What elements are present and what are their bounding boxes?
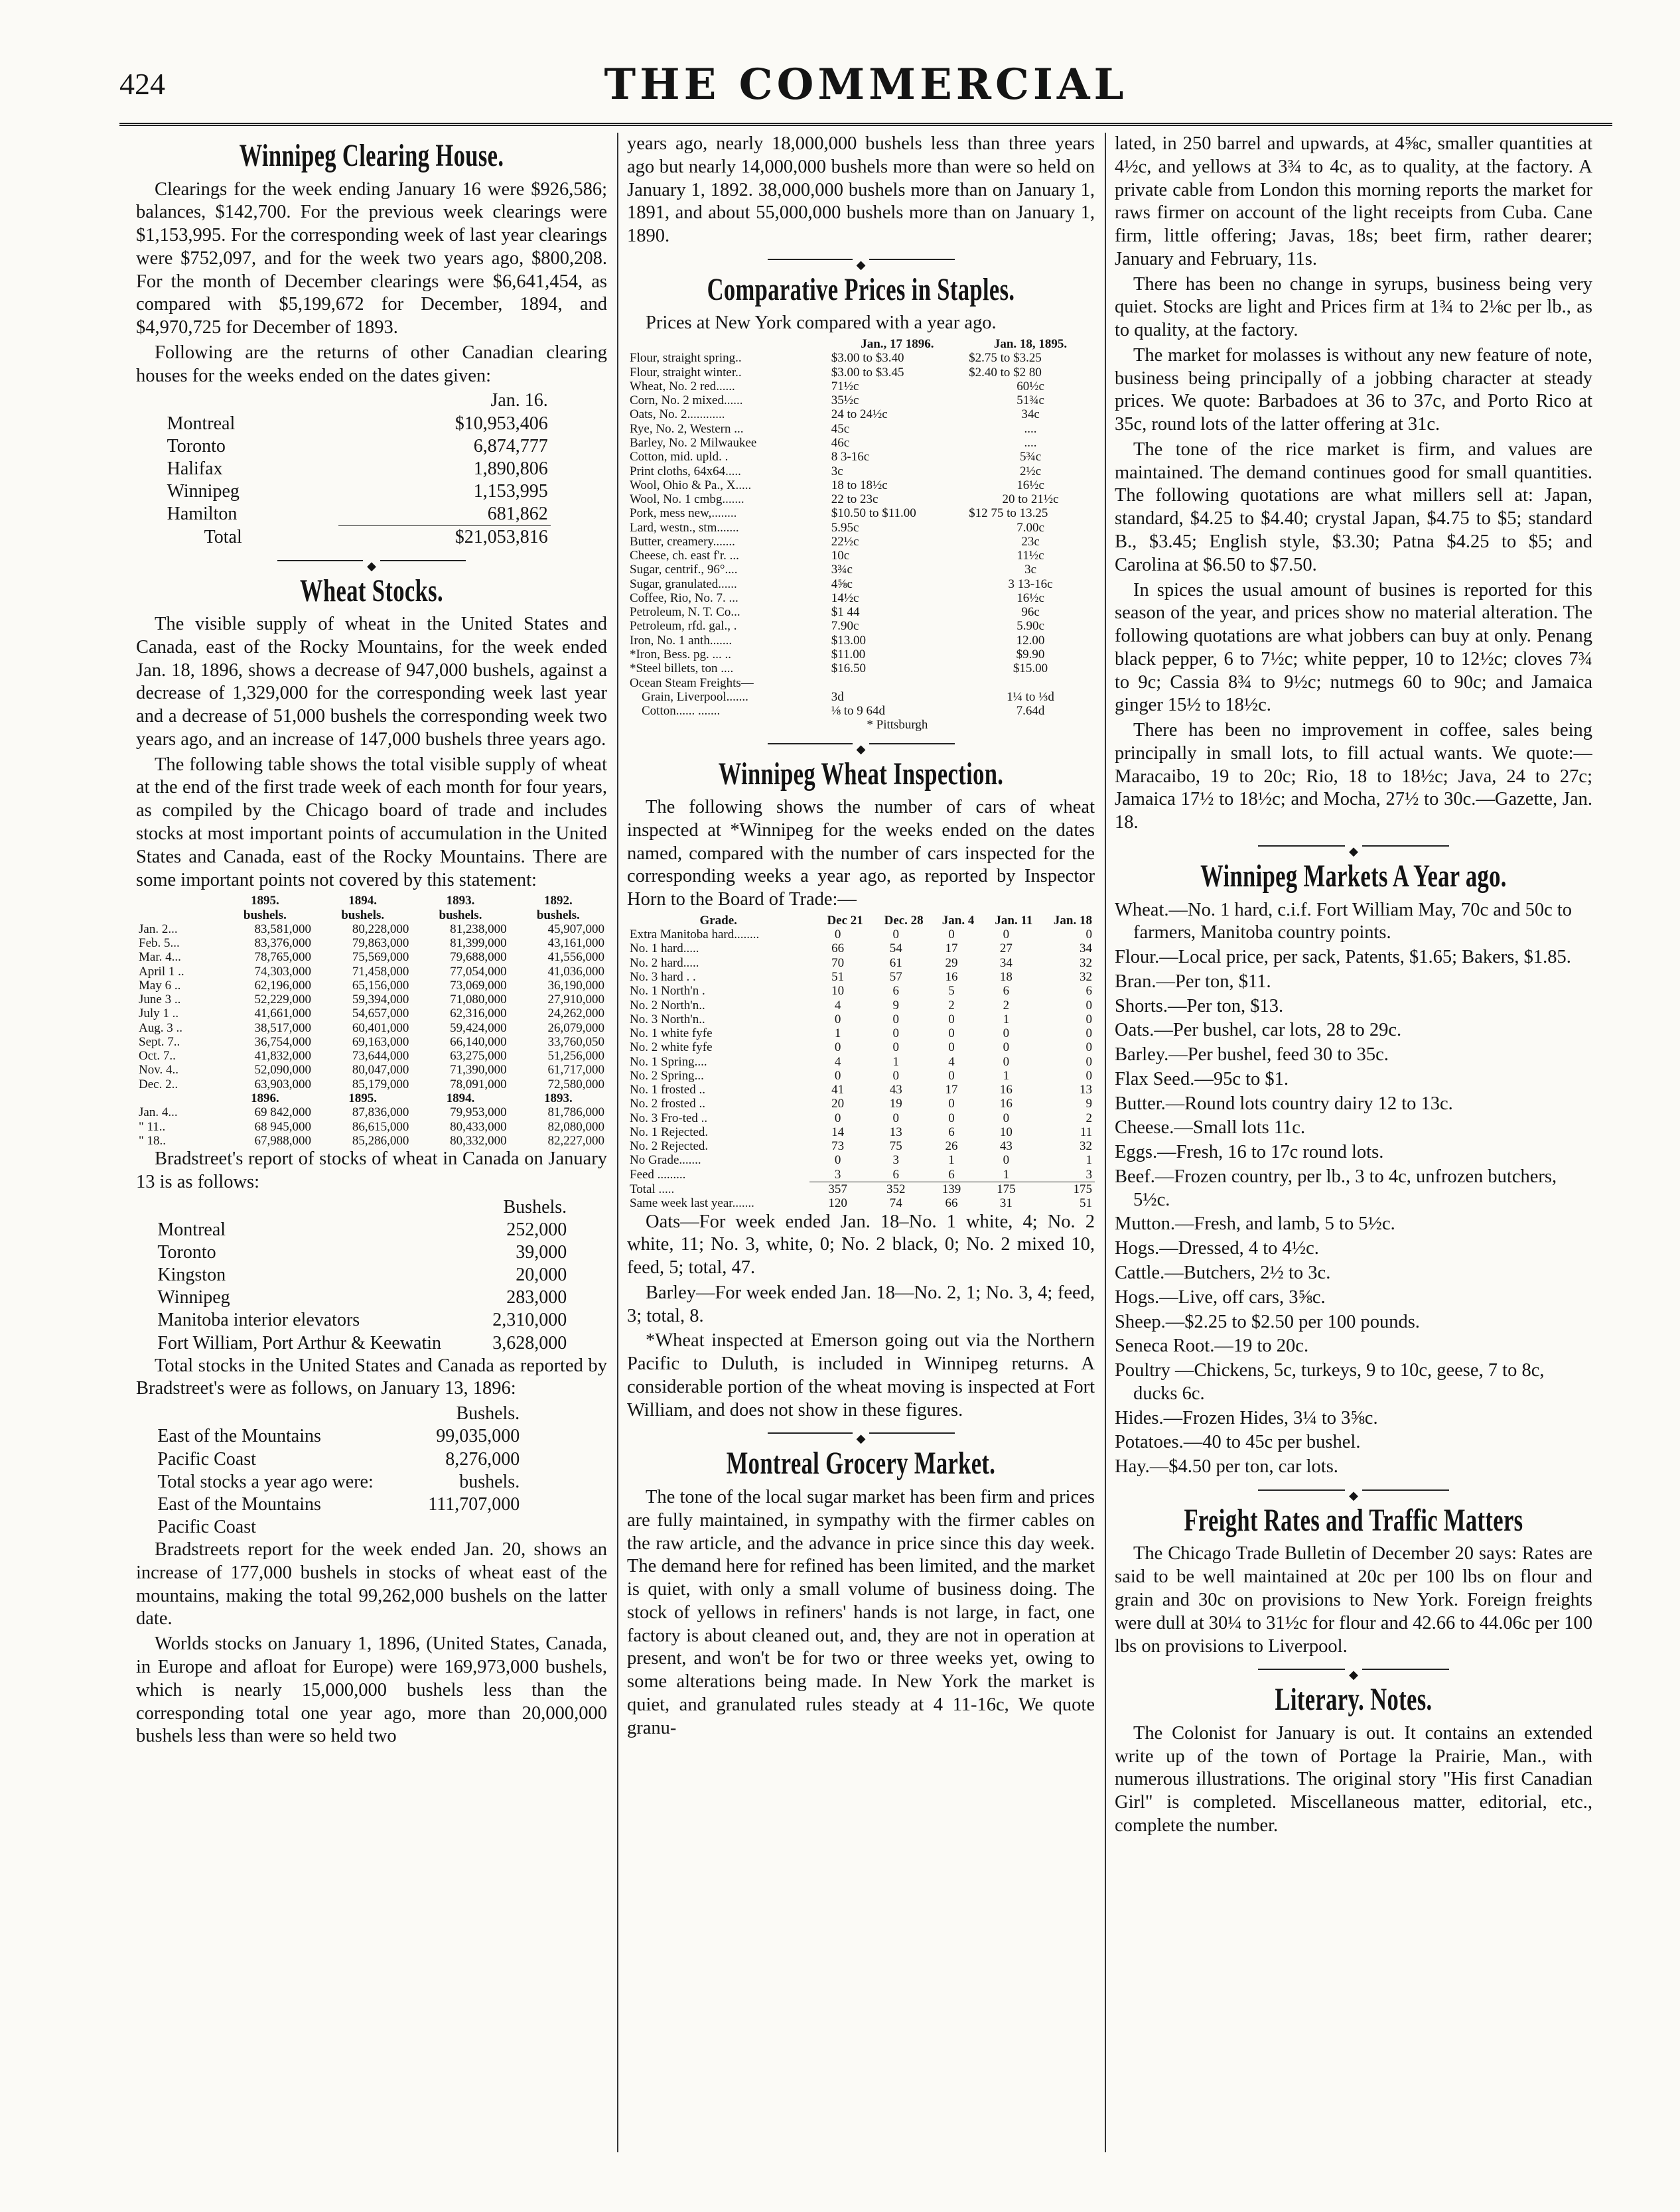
column-divider (1105, 133, 1106, 2152)
table-row: Aug. 3 .. 38,517,000 60,401,000 59,424,000 26,079,000 (139, 1020, 604, 1035)
grocery-paragraph: In spices the usual amount of busines is reported for this season of the year, and prices show no material alteration. The following quotations are what jobbers can buy at only. Penang black pepper, 6 to 7½c; white pepper, 10 to 12½c; cloves 7¾ to 9c; Cassia 8¾ to 9½c; nutmegs 60 to 90c; and Jamaica ginger 15½ to 18½c. (1115, 579, 1592, 716)
table-row: No. 3 hard . . 51 57 16 18 32 (630, 970, 1092, 985)
table-row: Mar. 4... 78,765,000 75,569,000 79,688,000 41,556,000 (139, 950, 604, 965)
table-row: Lard, westn., stm....... 5.95c 7.00c (630, 520, 1044, 535)
table-row: Rye, No. 2, Western ... 45c .... (630, 421, 1037, 436)
section-separator: ◆ (1115, 839, 1592, 853)
freight-paragraph: The Chicago Trade Bulletin of December 20 says: Rates are said to be well maintained at 20c per 100 lbs on flour and grain and 30c on provisions to New York. Foreign freights were dull at 30¼ to 31½c for flour and 42.66 to 44.06c per 100 lbs on provisions to Liverpool. (1115, 1543, 1592, 1657)
page-header (119, 60, 1612, 133)
list-item: Potatoes.—40 to 45c per bushel. (1115, 1432, 1361, 1453)
table-row: No. 2 North'n.. 4 9 2 2 0 (630, 998, 1092, 1012)
table-row: Iron, No. 1 anth....... $13.00 12.00 (630, 633, 1045, 648)
markets-heading: Winnipeg Markets A Year ago. (1200, 858, 1507, 894)
list-item: Wheat.—No. 1 hard, c.i.f. Fort William May, 70c and 50c to farmers, Manitoba country points. (1115, 899, 1573, 943)
column-divider (617, 133, 618, 2152)
table-row: No. 1 hard..... 66 54 17 27 34 (630, 941, 1092, 956)
table-row: Petroleum, N. T. Co... $1 44 96c (630, 605, 1040, 620)
list-item: Sheep.—$2.25 to $2.50 per 100 pounds. (1115, 1311, 1420, 1332)
table-row: No. 1 white fyfe 1 0 0 0 0 (630, 1026, 1092, 1041)
table-row: Jan. 4... 69 842,000 87,836,000 79,953,000 81,786,000 (139, 1105, 604, 1120)
table-row: April 1 .. 74,303,000 71,458,000 77,054,000 41,036,000 (139, 964, 604, 979)
grocery-heading: Montreal Grocery Market. (726, 1446, 996, 1482)
table-row: Cotton...... ....... ⅛ to 9 64d 7.64d (642, 704, 1045, 719)
list-item: Hides.—Frozen Hides, 3¼ to 3⅝c. (1115, 1407, 1378, 1428)
table-row: No. 2 white fyfe 0 0 0 0 0 (630, 1040, 1092, 1055)
table-row: Pacific Coast 8,276,000 (157, 1448, 520, 1470)
table-row: Hamilton 681,862 (167, 504, 548, 525)
clearing-heading: Winnipeg Clearing House. (239, 138, 504, 173)
table-row: No. 3 North'n.. 0 0 0 1 0 (630, 1012, 1092, 1026)
inspection-table: Grade. Dec 21 Dec. 28 Jan. 4 Jan. 11 Jan. 18 Extra Manitoba hard........ 0 0 0 0 0 No. 1 hard..... 66 54 17 27 34 No. 2 hard..... 70 61 29 34 32 No. 3 hard . . 51 57 16 18 32 No. 1 North'n . 10 6 5 6 6 No. 2 North'n.. 4 9 2 2 0 No. 3 North'n.. 0 0 0 1 0 No. 1 white fyfe 1 0 0 0 0 No. 2 white fyfe 0 0 0 0 0 No. 1 Spring.... 4 1 4 0 0 No. 2 Spring... 0 0 0 1 0 No. 1 frosted .. 41 43 17 16 13 No. 2 frosted .. 20 19 0 16 9 No. 3 Fro-ted .. 0 0 0 0 2 No. 1 Rejected. 14 13 6 10 11 No. 2 Rejected. 73 75 26 43 32 No Grade....... 0 3 1 0 1 Feed ......... 3 6 6 1 3 Total ..... 357 352 139 175 175 Same week last year....... 120 74 66 31 51 (627, 914, 1095, 1211)
grocery-continued: lated, in 250 barrel and upwards, at 4⅝c, smaller quantities at 4½c, and yellows at 3¾ to 4c, as to quality, at the factory. A private cable from London this morning reports the market for raws firmer on account of the light receipts from Cuba. Cane firm, little offering; Javas, 18s; beet firm, rather dearer; January and February, 11s. (1115, 133, 1592, 269)
table-row: Winnipeg 283,000 (157, 1287, 567, 1308)
list-item: Flax Seed.—95c to $1. (1115, 1068, 1289, 1089)
table-row: May 6 .. 62,196,000 65,156,000 73,069,000 36,190,000 (139, 978, 604, 993)
clearing-col-head: Jan. 16. (490, 390, 548, 411)
table-row: No. 2 Rejected. 73 75 26 43 32 (630, 1139, 1092, 1154)
table-row: Montreal $10,953,406 (167, 413, 548, 434)
list-item: Hogs.—Live, off cars, 3⅝c. (1115, 1286, 1326, 1308)
staples-intro: Prices at New York compared with a year ago. (646, 312, 997, 334)
table-row: Feed ......... 3 6 6 1 3 (630, 1167, 1092, 1182)
table-row: Oct. 7.. 41,832,000 73,644,000 63,275,000 51,256,000 (139, 1049, 604, 1064)
markets-list (1115, 899, 1592, 1479)
table-row: June 3 .. 52,229,000 59,394,000 71,080,000 27,910,000 (139, 993, 604, 1007)
list-item: Hogs.—Dressed, 4 to 4½c. (1115, 1238, 1319, 1259)
table-row: Same week last year....... 120 74 66 31 51 (630, 1196, 1092, 1211)
table-row: East of the Mountains 111,707,000 (157, 1493, 520, 1515)
list-item: Butter.—Round lots country dairy 12 to 13c. (1115, 1093, 1453, 1114)
inspection-intro: The following shows the number of cars of wheat inspected at *Winnipeg for the weeks ended on the dates named, compared with the number of cars inspected for the corresponding weeks a year ago, as reported by Inspector Horn to the Board of Trade:— (627, 797, 1095, 910)
table-row: *Steel billets, ton .... $16.50 $15.00 (630, 661, 1048, 676)
table-row: Butter, creamery....... 22½c 23c (630, 534, 1040, 549)
total-row: Total $21,053,816 (165, 526, 551, 549)
table-row: East of the Mountains 99,035,000 (157, 1426, 520, 1447)
table-row: Sugar, centrif., 96°.... 3¾c 3c (630, 563, 1036, 577)
table-row: Wool, No. 1 cmbg....... 22 to 23c 20 to 21½c (630, 492, 1059, 507)
table-row: Nov. 4.. 52,090,000 80,047,000 71,390,000 61,717,000 (139, 1063, 604, 1077)
list-item: Flour.—Local price, per sack, Patents, $1.65; Bakers, $1.85. (1115, 947, 1571, 968)
table-row: Winnipeg 1,153,995 (167, 481, 548, 502)
table-row: Jan. 2... 83,581,000 80,228,000 81,238,000 45,907,000 (139, 922, 604, 936)
staples-table: Jan., 17 1896. Jan. 18, 1895. Flour, straight spring.. $3.00 to $3.40 $2.75 to $3.25 Flour, straight winter.. $3.00 to $3.45 $2.40 to $2 80 Wheat, No. 2 red...... 71½c 60½c Corn, No. 2 mixed...... 35½c 51¾c Oats, No. 2............ 24 to 24½c 34c Rye, No. 2, Western ... 45c .... Barley, No. 2 Milwaukee 46c .... Cotton, mid. upld. . 8 3-16c 5¾c Print cloths, 64x64..... 3c 2½c Wool, Ohio & Pa., X..... 18 to 18½c 16½c Wool, No. 1 cmbg....... 22 to 23c 20 to 21½c Pork, mess new,........ $10.50 to $11.00 $12 75 to 13.25 Lard, westn., stm....... 5.95c 7.00c Butter, creamery....... 22½c 23c Cheese, ch. east f'r. ... 10c 11½c Sugar, centrif., 96°.... 3¾c 3c Sugar, granulated...... 4⅝c 3 13-16c Coffee, Rio, No. 7. ... 14½c 16½c Petroleum, N. T. Co... $1 44 96c Petroleum, rfd. gal., . 7.90c 5.90c Iron, No. 1 anth....... $13.00 12.00 *Iron, Bess. pg. ... .. $11.00 $9.90 *Steel billets, ton .... $16.50 $15.00 Ocean Steam Freights— Grain, Liverpool....... 3d 1¼ to ⅓d Cotton...... ....... ⅛ to 9 64d 7.64d * Pittsburgh (627, 337, 1095, 732)
wheat-paragraph: The visible supply of wheat in the United States and Canada, east of the Rocky Mountains, for the week ended Jan. 18, 1896, shows a decrease of 947,000 bushels, against a decrease of 1,329,000 for the corresponding week last year and a decrease of 51,000 bushels the corresponding week two years ago, and an increase of 147,000 bushels three years ago. (136, 614, 607, 750)
section-separator: ◆ (627, 252, 1095, 267)
wheat-paragraph: Bradstreets report for the week ended Jan. 20, shows an increase of 177,000 bushels in stocks of wheat east of the mountains, making the total 99,262,000 bushels on the latter date. (136, 1539, 607, 1629)
wheat-paragraph: Worlds stocks on January 1, 1896, (United States, Canada, in Europe and afloat for Europe) were 169,973,000 bushels, which is nearly 15,000,000 bushels less than the corresponding total one year ago, more than 20,000,000 bushels less than were so held two (136, 1633, 607, 1747)
table-row: No. 3 Fro-ted .. 0 0 0 0 2 (630, 1111, 1092, 1125)
table-row: Petroleum, rfd. gal., . 7.90c 5.90c (630, 619, 1044, 634)
list-item: Mutton.—Fresh, and lamb, 5 to 5½c. (1115, 1213, 1395, 1235)
table-row: July 1 .. 41,661,000 54,657,000 62,316,000 24,262,000 (139, 1006, 604, 1021)
list-item: Beef.—Frozen country, per lb., 3 to 4c, unfrozen butchers, 5½c. (1115, 1166, 1557, 1210)
table-row: Print cloths, 64x64..... 3c 2½c (630, 464, 1042, 478)
grocery-paragraph: There has been no change in syrups, business being very quiet. Stocks are light and Prices firm at 1¾ to 2⅛c per lb., as to quality, at the factory. (1115, 273, 1592, 341)
list-item: Cheese.—Small lots 11c. (1115, 1117, 1306, 1139)
table-row: Kingston 20,000 (157, 1265, 567, 1286)
section-separator: ◆ (136, 553, 607, 568)
literary-paragraph: The Colonist for January is out. It contains an extended write up of the town of Portage la Prairie, Man., with numerous illustrations. The original story "His first Canadian Girl" is completed. Miscellaneous matter, editorial, etc., complete the number. (1115, 1722, 1592, 1836)
wheat-paragraph: The following table shows the total visible supply of wheat at the end of the first trade week of each month for four years, as compiled by the Chicago board of trade and includes stocks at most important points of accumulation in the United States and Canada, east of the Rocky Mountains. There are some important points not covered by this statement: (136, 754, 607, 890)
table-row: Oats, No. 2............ 24 to 24½c 34c (630, 407, 1040, 422)
header-rule (119, 123, 1612, 126)
column-2 (627, 133, 1095, 2152)
list-item: Oats.—Per bushel, car lots, 28 to 29c. (1115, 1020, 1402, 1041)
inspection-heading: Winnipeg Wheat Inspection. (718, 756, 1004, 792)
table-row: Cotton, mid. upld. . 8 3-16c 5¾c (630, 450, 1042, 464)
table-row: Extra Manitoba hard........ 0 0 0 0 0 (630, 928, 1092, 942)
visible-supply-table: 1895. 1894. 1893. 1892. bushels. bushels. bushels. bushels. Jan. 2... 83,581,000 80,228,000 81,238,000 45,907,000 Feb. 5... 83,376,000 79,863,000 81,399,000 43,161,000 Mar. 4... 78,765,000 75,569,000 79,688,000 41,556,000 April 1 .. 74,303,000 71,458,000 77,054,000 41,036,000 May 6 .. 62,196,000 65,156,000 73,069,000 36,190,000 June 3 .. 52,229,000 59,394,000 71,080,000 27,910,000 July 1 .. 41,661,000 54,657,000 62,316,000 24,262,000 Aug. 3 .. 38,517,000 60,401,000 59,424,000 26,079,000 Sept. 7.. 36,754,000 69,163,000 66,140,000 33,760,050 Oct. 7.. 41,832,000 73,644,000 63,275,000 51,256,000 Nov. 4.. 52,090,000 80,047,000 71,390,000 61,717,000 Dec. 2.. 63,903,000 85,179,000 78,091,000 72,580,000 1896. 1895. 1894. 1893. Jan. 4... 69 842,000 87,836,000 79,953,000 81,786,000 " 11.. 68 945,000 86,615,000 80,433,000 82,080,000 " 18.. 67,988,000 85,286,000 80,332,000 82,227,000 (136, 894, 607, 1148)
canada-stocks-table: Bushels. Montreal 252,000 Toronto 39,000 Kingston 20,000 Winnipeg 283,000 Manitoba interior elevators 2,310,000 Fort William, Port Arthur & Keewatin 3,628,000 (155, 1196, 569, 1355)
freight-heading: Freight Rates and Traffic Matters (1184, 1502, 1523, 1538)
table-row: Ocean Steam Freights— (630, 675, 754, 690)
table-row: " 18.. 67,988,000 85,286,000 80,332,000 82,227,000 (139, 1133, 604, 1148)
table-row: Manitoba interior elevators 2,310,000 (157, 1310, 567, 1331)
section-separator: ◆ (1115, 1483, 1592, 1497)
table-row: Flour, straight spring.. $3.00 to $3.40 $2.75 to $3.25 (630, 351, 1042, 366)
table-row: Grain, Liverpool....... 3d 1¼ to ⅓d (642, 689, 1054, 704)
table-row: Pork, mess new,........ $10.50 to $11.00 $12 75 to 13.25 (630, 506, 1048, 521)
column-1 (136, 133, 607, 2152)
list-item: Bran.—Per ton, $11. (1115, 971, 1271, 992)
grocery-paragraph: The tone of the rice market is firm, and values are maintained. The demand continues good for small quantities. The following quotations are what millers sell at: Japan, standard, $4.25 to $4.40; crystal Japan, $4.75 to $5; standard B., $3.45; English style, $3.30; Patna $4.25 to $5; and Carolina at $6.50 to $7.50. (1115, 439, 1592, 575)
table-row: Pacific Coast (157, 1516, 256, 1537)
list-item: Cattle.—Butchers, 2½ to 3c. (1115, 1263, 1331, 1283)
table-row: No. 1 Spring.... 4 1 4 0 0 (630, 1054, 1092, 1069)
table-row: Fort William, Port Arthur & Keewatin 3,628,000 (157, 1332, 567, 1353)
table-row: Flour, straight winter.. $3.00 to $3.45 $2.40 to $2 80 (630, 365, 1042, 380)
table-row: *Iron, Bess. pg. ... .. $11.00 $9.90 (630, 647, 1045, 661)
table-row: Corn, No. 2 mixed...... 35½c 51¾c (630, 393, 1044, 408)
column-3 (1115, 133, 1592, 2152)
grocery-paragraph: The tone of the local sugar market has been firm and prices are fully maintained, in sympathy with the firmer cables on the raw article, and the advance in price since this day week. The demand here for refined has been limited, and the market is quiet, with only a small volume of business doing. The stock of yellows in refiners' hands is not large, in fact, one factory is about cleaned out, and, they are not in operation at present, and won't be for two or three weeks yet, owing to some alterations being made. In New York the market is quiet, and granulated rules steady at 4 11-16c, We quote granu- (627, 1486, 1095, 1738)
inspection-note: *Wheat inspected at Emerson going out via the Northern Pacific to Duluth, is included in Winnipeg returns. A considerable portion of the wheat moving is inspected at Fort William, and does not show in these figures. (627, 1330, 1095, 1420)
section-separator: ◆ (1115, 1662, 1592, 1677)
list-item: Eggs.—Fresh, 16 to 17c round lots. (1115, 1142, 1384, 1163)
masthead-title: THE COMMERCIAL (604, 60, 1128, 109)
table-row: Halifax 1,890,806 (167, 458, 548, 479)
list-item: Poultry —Chickens, 5c, turkeys, 9 to 10c, geese, 7 to 8c, ducks 6c. (1115, 1360, 1545, 1404)
barley-paragraph: Barley—For week ended Jan. 18—No. 2, 1; No. 3, 4; feed, 3; total, 8. (627, 1282, 1095, 1326)
clearing-paragraph: Following are the returns of other Canadian clearing houses for the weeks ended on the dates given: (136, 342, 607, 386)
clearing-paragraph: Clearings for the week ending January 16 were $926,586; balances, $142,700. For the previous week clearings were $1,153,995. For the corresponding week of last year clearings were $752,097, and for the week two years ago, $800,208. For the month of December clearings were $6,641,454, as compared with $5,199,672 for December, 1894, and $4,970,725 for December of 1893. (136, 178, 607, 338)
us-stocks-table: Bushels. East of the Mountains 99,035,000 Pacific Coast 8,276,000 Total stocks a year ago were: bushels. East of the Mountains 111,707,000 Pacific Coast (155, 1403, 522, 1539)
grocery-paragraph: The market for molasses is without any new feature of note, business being principally of a jobbing character at steady prices. We quote: Barbadoes at 36 to 37c, and Porto Rico at 35c, round lots of the latter offering at 31c. (1115, 344, 1592, 435)
table-row: Toronto 39,000 (157, 1241, 567, 1263)
table-row: Wool, Ohio & Pa., X..... 18 to 18½c 16½c (630, 478, 1044, 492)
table-row: " 11.. 68 945,000 86,615,000 80,433,000 82,080,000 (139, 1119, 604, 1134)
table-row: No. 2 Spring... 0 0 0 1 0 (630, 1068, 1092, 1083)
table-row: No. 2 frosted .. 20 19 0 16 9 (630, 1097, 1092, 1111)
table-row: Barley, No. 2 Milwaukee 46c .... (630, 436, 1037, 450)
table-row: No. 1 frosted .. 41 43 17 16 13 (630, 1083, 1092, 1097)
table-row: Cheese, ch. east f'r. ... 10c 11½c (630, 549, 1044, 563)
staples-heading: Comparative Prices in Staples. (707, 271, 1015, 307)
oats-paragraph: Oats—For week ended Jan. 18–No. 1 white, 4; No. 2 white, 11; No. 3, white, 0; No. 2 black, 0; No. 2 mixed 10, feed, 5; total, 47. (627, 1211, 1095, 1279)
wheat-paragraph: Total stocks in the United States and Canada as reported by Bradstreet's were as follows, on January 13, 1896: (136, 1355, 607, 1399)
literary-heading: Literary. Notes. (1275, 1682, 1433, 1718)
table-row: No. 2 hard..... 70 61 29 34 32 (630, 955, 1092, 970)
table-row: Montreal 252,000 (157, 1219, 567, 1240)
wheat-paragraph: Bradstreet's report of stocks of wheat in Canada on January 13 is as follows: (136, 1148, 607, 1192)
table-row: No. 1 Rejected. 14 13 6 10 11 (630, 1125, 1092, 1139)
section-separator: ◆ (627, 1426, 1095, 1440)
list-item: Shorts.—Per ton, $13. (1115, 995, 1284, 1016)
list-item: Seneca Root.—19 to 20c. (1115, 1336, 1309, 1357)
table-row: Sept. 7.. 36,754,000 69,163,000 66,140,000 33,760,050 (139, 1034, 604, 1049)
table-row: Toronto 6,874,777 (167, 435, 548, 456)
list-item: Barley.—Per bushel, feed 30 to 35c. (1115, 1044, 1389, 1066)
clearing-table (165, 389, 551, 549)
wheat-heading: Wheat Stocks. (300, 573, 443, 608)
section-separator: ◆ (627, 736, 1095, 751)
table-row: Feb. 5... 83,376,000 79,863,000 81,399,000 43,161,000 (139, 936, 604, 951)
table-row: Wheat, No. 2 red...... 71½c 60½c (630, 379, 1044, 393)
staples-footnote: * Pittsburgh (867, 718, 928, 732)
table-row: Coffee, Rio, No. 7. ... 14½c 16½c (630, 590, 1044, 605)
page-number: 424 (119, 67, 165, 101)
total-row: Total ..... 357 352 139 175 175 (627, 1182, 1095, 1197)
continued-paragraph: years ago, nearly 18,000,000 bushels less than three years ago but nearly 14,000,000 bushels more than were so held on January 1, 1892. 38,000,000 bushels more than on January 1, 1891, and about 55,000,000 bushels more than on January 1, 1890. (627, 133, 1095, 247)
list-item: Hay.—$4.50 per ton, car lots. (1115, 1456, 1338, 1478)
table-row: Dec. 2.. 63,903,000 85,179,000 78,091,000 72,580,000 (139, 1077, 604, 1091)
grocery-paragraph: There has been no improvement in coffee, sales being principally in small lots, to fill actual wants. We quote:—Maracaibo, 19 to 20c; Rio, 18 to 18½c; Java, 24 to 27c; Jamaica 17½ to 18½c; and Mocha, 27½ to 30c.—Gazette, Jan. 18. (1115, 720, 1592, 833)
table-row: No. 1 North'n . 10 6 5 6 6 (630, 984, 1092, 999)
table-row: Sugar, granulated...... 4⅝c 3 13-16c (630, 577, 1053, 591)
table-row: No Grade....... 0 3 1 0 1 (630, 1153, 1092, 1168)
